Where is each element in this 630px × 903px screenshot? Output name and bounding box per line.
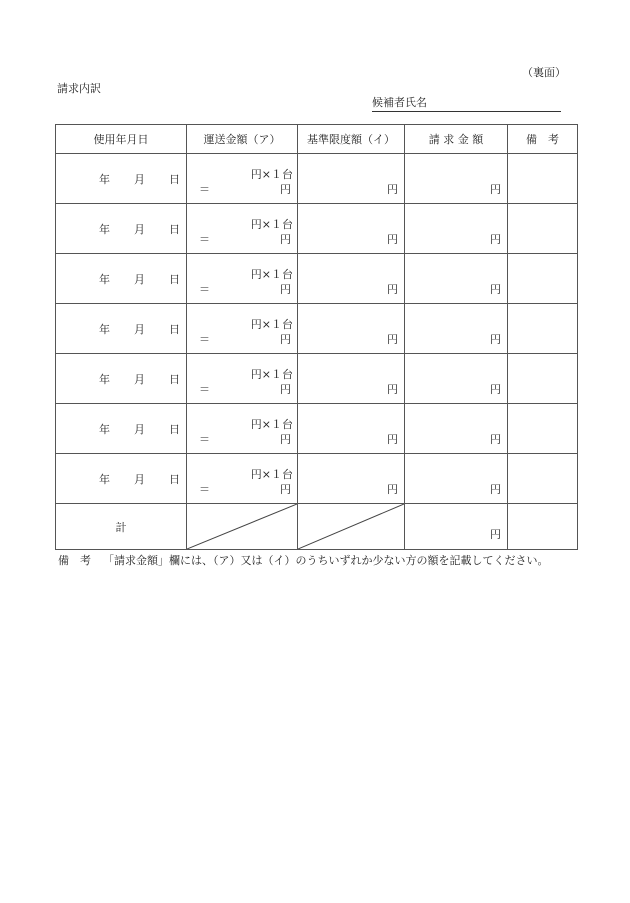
remarks-cell[interactable]: [508, 354, 578, 404]
fare-cell[interactable]: [187, 254, 298, 304]
table-row: [56, 204, 578, 254]
header-claim: 請 求 金 額: [405, 125, 508, 154]
limit-cell[interactable]: [298, 154, 405, 204]
date-cell[interactable]: [56, 404, 187, 454]
year-label: 年: [99, 472, 110, 486]
yen-label: 円: [490, 483, 501, 496]
fare-yen-label: 円: [280, 183, 291, 196]
claim-cell[interactable]: [405, 154, 508, 204]
yen-label: 円: [490, 183, 501, 196]
header-limit: 基準限度額（イ）: [298, 125, 405, 154]
fare-yen-label: 円: [280, 283, 291, 296]
total-limit-cell-crossed: [298, 504, 405, 550]
fare-rate-label: 円×１台: [250, 368, 293, 381]
fare-rate-label: 円×１台: [250, 418, 293, 431]
header-fare: 運送金額（ア）: [187, 125, 298, 154]
fare-rate-label: 円×１台: [250, 268, 293, 281]
fare-yen-label: 円: [280, 483, 291, 496]
yen-label: 円: [490, 333, 501, 346]
equals-sign: ＝: [199, 333, 210, 346]
fare-cell[interactable]: [187, 204, 298, 254]
yen-label: 円: [387, 283, 398, 296]
footnote-label: 備 考: [58, 554, 91, 567]
fare-rate-label: 円×１台: [250, 218, 293, 231]
year-label: 年: [99, 422, 110, 436]
claim-cell[interactable]: [405, 404, 508, 454]
footnote-text: 「請求金額」欄には、（ア）又は（イ）のうちいずれか少ない方の額を記載してください。: [103, 554, 549, 567]
page-side-label: （裏面）: [522, 66, 566, 79]
yen-label: 円: [387, 433, 398, 446]
month-label: 月: [134, 172, 145, 186]
fare-rate-label: 円×１台: [250, 168, 293, 181]
yen-label: 円: [490, 433, 501, 446]
month-label: 月: [134, 322, 145, 336]
diagonal-strike-line: [298, 504, 404, 549]
claim-cell[interactable]: [405, 204, 508, 254]
date-cell[interactable]: [56, 454, 187, 504]
year-label: 年: [99, 272, 110, 286]
year-label: 年: [99, 222, 110, 236]
remarks-cell[interactable]: [508, 454, 578, 504]
equals-sign: ＝: [199, 383, 210, 396]
remarks-cell[interactable]: [508, 304, 578, 354]
claim-cell[interactable]: [405, 254, 508, 304]
header-remarks: 備 考: [508, 125, 578, 154]
limit-cell[interactable]: [298, 204, 405, 254]
table-row: [56, 304, 578, 354]
year-label: 年: [99, 172, 110, 186]
total-fare-cell-crossed: [187, 504, 298, 550]
total-row: [56, 504, 578, 550]
claim-cell[interactable]: [405, 454, 508, 504]
fare-cell[interactable]: [187, 454, 298, 504]
equals-sign: ＝: [199, 233, 210, 246]
day-label: 日: [169, 322, 180, 336]
month-label: 月: [134, 472, 145, 486]
claim-table: [55, 124, 578, 550]
fare-cell[interactable]: [187, 354, 298, 404]
table-row: [56, 454, 578, 504]
document-title: 請求内訳: [57, 82, 101, 95]
total-claim-cell[interactable]: [405, 504, 508, 550]
date-cell[interactable]: [56, 304, 187, 354]
header-date: 使用年月日: [56, 125, 187, 154]
fare-rate-label: 円×１台: [250, 468, 293, 481]
yen-label: 円: [387, 333, 398, 346]
day-label: 日: [169, 222, 180, 236]
fare-yen-label: 円: [280, 333, 291, 346]
yen-label: 円: [490, 528, 501, 541]
fare-cell[interactable]: [187, 404, 298, 454]
limit-cell[interactable]: [298, 404, 405, 454]
claim-cell[interactable]: [405, 354, 508, 404]
month-label: 月: [134, 422, 145, 436]
yen-label: 円: [387, 483, 398, 496]
yen-label: 円: [490, 233, 501, 246]
remarks-cell[interactable]: [508, 404, 578, 454]
year-label: 年: [99, 322, 110, 336]
table-row: [56, 354, 578, 404]
yen-label: 円: [490, 383, 501, 396]
remarks-cell[interactable]: [508, 254, 578, 304]
month-label: 月: [134, 272, 145, 286]
yen-label: 円: [387, 183, 398, 196]
candidate-name-field[interactable]: [372, 94, 561, 112]
equals-sign: ＝: [199, 283, 210, 296]
limit-cell[interactable]: [298, 454, 405, 504]
table-row: [56, 154, 578, 204]
date-cell[interactable]: [56, 254, 187, 304]
candidate-name-label: 候補者氏名: [372, 96, 427, 109]
remarks-cell[interactable]: [508, 204, 578, 254]
total-label: 計: [56, 504, 187, 550]
limit-cell[interactable]: [298, 354, 405, 404]
yen-label: 円: [387, 233, 398, 246]
date-cell[interactable]: [56, 354, 187, 404]
diagonal-strike-line: [187, 504, 297, 549]
fare-cell[interactable]: [187, 304, 298, 354]
remarks-cell[interactable]: [508, 154, 578, 204]
date-cell[interactable]: [56, 154, 187, 204]
yen-label: 円: [490, 283, 501, 296]
fare-yen-label: 円: [280, 433, 291, 446]
fare-rate-label: 円×１台: [250, 318, 293, 331]
year-label: 年: [99, 372, 110, 386]
fare-yen-label: 円: [280, 383, 291, 396]
total-remarks-cell[interactable]: [508, 504, 578, 550]
day-label: 日: [169, 422, 180, 436]
day-label: 日: [169, 172, 180, 186]
header-row: [56, 125, 578, 154]
fare-yen-label: 円: [280, 233, 291, 246]
month-label: 月: [134, 222, 145, 236]
yen-label: 円: [387, 383, 398, 396]
limit-cell[interactable]: [298, 254, 405, 304]
day-label: 日: [169, 372, 180, 386]
limit-cell[interactable]: [298, 304, 405, 354]
date-cell[interactable]: [56, 204, 187, 254]
claim-cell[interactable]: [405, 304, 508, 354]
equals-sign: ＝: [199, 433, 210, 446]
day-label: 日: [169, 272, 180, 286]
month-label: 月: [134, 372, 145, 386]
table-row: [56, 404, 578, 454]
equals-sign: ＝: [199, 183, 210, 196]
day-label: 日: [169, 472, 180, 486]
footnote: [58, 552, 561, 568]
table-row: [56, 254, 578, 304]
equals-sign: ＝: [199, 483, 210, 496]
fare-cell[interactable]: [187, 154, 298, 204]
